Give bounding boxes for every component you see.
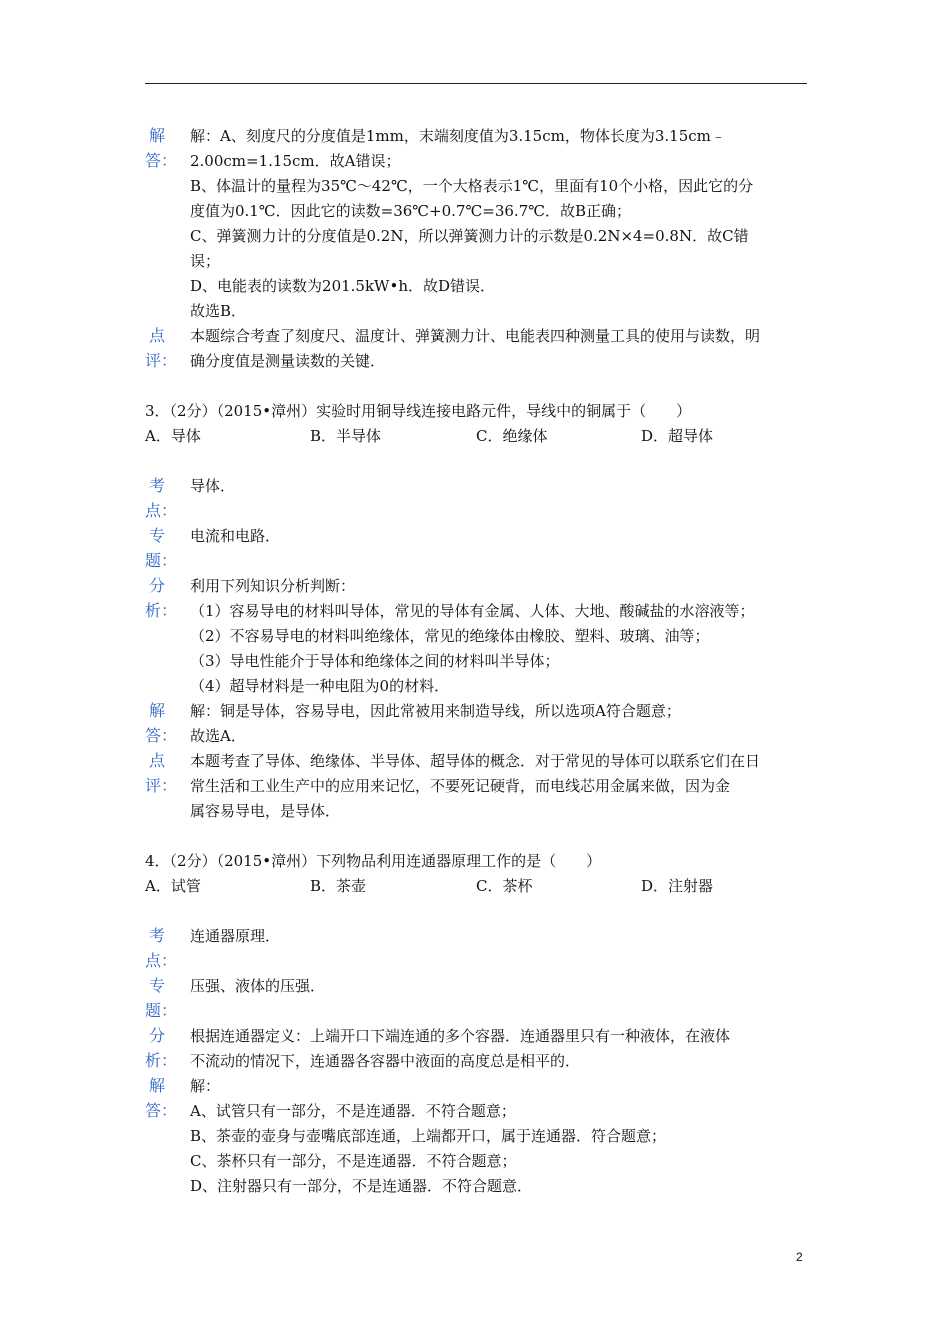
header-rule <box>145 83 807 84</box>
section-label: 答： <box>145 1101 178 1120</box>
section-label: 答： <box>145 151 178 170</box>
analysis-line: （1）容易导电的材料叫导体，常见的导体有金属、人体、大地、酸碱盐的水溶液等； <box>190 602 755 620</box>
q3-stem: 3．（2分）（2015•漳州）实验时用铜导线连接电路元件，导线中的铜属于（ ） <box>145 402 692 420</box>
solution-line: 故选B． <box>190 302 247 320</box>
section-label: 题： <box>145 1001 178 1020</box>
section-label: 题： <box>145 551 178 570</box>
analysis-line: （3）导电性能介于导体和绝缘体之间的材料叫半导体； <box>190 652 560 670</box>
solution-line: C、弹簧测力计的分度值是0.2N，所以弹簧测力计的示数是0.2N×4=0.8N．故C错 <box>190 227 749 245</box>
section-label: 解 <box>148 701 165 720</box>
comment-line: 属容易导电，是导体． <box>190 802 341 820</box>
comment-line: 本题综合考查了刻度尺、温度计、弹簧测力计、电能表四种测量工具的使用与读数，明 <box>190 327 761 345</box>
analysis-line: （4）超导材料是一种电阻为0的材料． <box>190 677 450 695</box>
section-label: 考 <box>148 926 165 945</box>
q3-option-a: A．导体 <box>145 427 201 445</box>
q4-option-d: D．注射器 <box>641 877 714 895</box>
section-label: 解 <box>148 1076 165 1095</box>
section-label: 评： <box>145 351 178 370</box>
solution-line: B、体温计的量程为35℃～42℃，一个大格表示1℃，里面有10个小格，因此它的分 <box>190 177 754 195</box>
section-label: 点： <box>145 501 178 520</box>
section-label: 考 <box>148 476 165 495</box>
q3-option-d: D．超导体 <box>641 427 714 445</box>
solution-line: A、试管只有一部分，不是连通器．不符合题意； <box>190 1102 516 1120</box>
solution-line: 解：铜是导体，容易导电，因此常被用来制造导线，所以选项A符合题意； <box>190 702 681 720</box>
section-label: 专 <box>148 976 165 995</box>
section-label: 析： <box>145 601 178 620</box>
q4-option-c: C．茶杯 <box>476 877 533 895</box>
page-number: 2 <box>796 1250 803 1264</box>
q4-zhuanti: 压强、液体的压强． <box>190 977 326 995</box>
solution-line: 度值为0.1℃．因此它的读数=36℃+0.7℃=36.7℃．故B正确； <box>190 202 632 220</box>
comment-line: 确分度值是测量读数的关键． <box>190 352 386 370</box>
q3-option-b: B．半导体 <box>310 427 382 445</box>
analysis-line: 不流动的情况下，连通器各容器中液面的高度总是相平的． <box>190 1052 581 1070</box>
section-label: 评： <box>145 776 178 795</box>
q3-zhuanti: 电流和电路． <box>190 527 281 545</box>
solution-line: 故选A． <box>190 727 246 745</box>
section-label: 点 <box>148 751 165 770</box>
solution-line: B、茶壶的壶身与壶嘴底部连通，上端都开口，属于连通器．符合题意； <box>190 1127 667 1145</box>
solution-line: 解： <box>190 1077 221 1095</box>
section-label: 析： <box>145 1051 178 1070</box>
analysis-line: （2）不容易导电的材料叫绝缘体，常见的绝缘体由橡胶、塑料、玻璃、油等； <box>190 627 710 645</box>
solution-line: 解：A、刻度尺的分度值是1mm，末端刻度值为3.15cm，物体长度为3.15cm﹣ <box>190 127 726 145</box>
analysis-line: 利用下列知识分析判断： <box>190 577 356 595</box>
solution-line: 误； <box>190 252 221 270</box>
comment-line: 常生活和工业生产中的应用来记忆，不要死记硬背，而电线芯用金属来做，因为金 <box>190 777 731 795</box>
q4-option-a: A．试管 <box>145 877 201 895</box>
comment-line: 本题考查了导体、绝缘体、半导体、超导体的概念．对于常见的导体可以联系它们在日 <box>190 752 761 770</box>
solution-line: C、茶杯只有一部分，不是连通器．不符合题意； <box>190 1152 517 1170</box>
q3-option-c: C．绝缘体 <box>476 427 548 445</box>
solution-line: 2.00cm=1.15cm．故A错误； <box>190 152 401 170</box>
q4-option-b: B．茶壶 <box>310 877 367 895</box>
section-label: 解 <box>148 126 165 145</box>
section-label: 点： <box>145 951 178 970</box>
analysis-line: 根据连通器定义：上端开口下端连通的多个容器．连通器里只有一种液体，在液体 <box>190 1027 731 1045</box>
section-label: 答： <box>145 726 178 745</box>
solution-line: D、电能表的读数为201.5kW•h．故D错误． <box>190 277 496 295</box>
section-label: 分 <box>148 1026 165 1045</box>
q4-stem: 4．（2分）（2015•漳州）下列物品利用连通器原理工作的是（ ） <box>145 852 602 870</box>
q3-kaodian: 导体． <box>190 477 236 495</box>
section-label: 专 <box>148 526 165 545</box>
solution-line: D、注射器只有一部分，不是连通器．不符合题意． <box>190 1177 533 1195</box>
q4-kaodian: 连通器原理． <box>190 927 281 945</box>
section-label: 分 <box>148 576 165 595</box>
section-label: 点 <box>148 326 165 345</box>
